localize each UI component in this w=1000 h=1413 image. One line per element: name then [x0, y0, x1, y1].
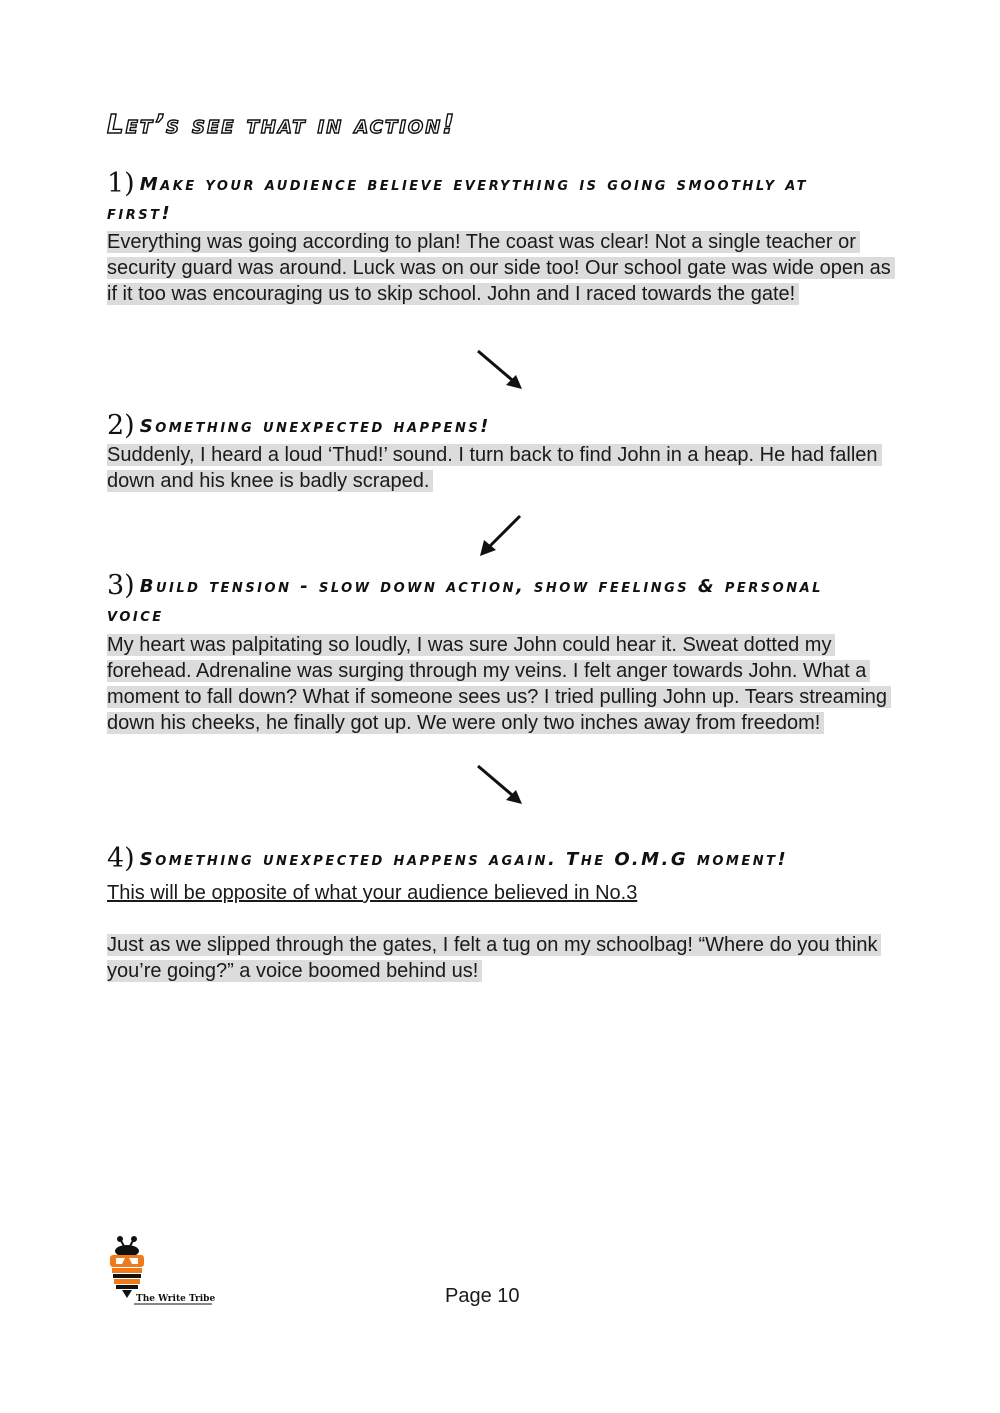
step-4-note: This will be opposite of what your audience believed in No.3	[107, 882, 638, 904]
step-1-text: Everything was going according to plan! The coast was clear! Not a single teacher or security guard was around. Luck was on our side too! Our school gate was wide open as if it too was encouraging us to skip school. John and I raced towards the gate!	[107, 231, 895, 305]
step-3-title: Build tension - slow down action, show feelings & personal voice	[107, 576, 823, 626]
step-1-heading	[107, 170, 867, 228]
arrow-down-left-icon	[474, 510, 530, 560]
step-4-heading	[107, 845, 867, 874]
step-2-heading	[107, 412, 867, 441]
step-3-text: My heart was palpitating so loudly, I was sure John could hear it. Sweat dotted my forehead. Adrenaline was surging through my veins. I felt anger towards John. What a moment to fall down? What if someone sees us? I tried pulling John up. Tears streaming down his cheeks, he finally got up. We were only two inches away from freedom!	[107, 634, 891, 734]
step-1-title: Make your audience believe everything is going smoothly at first!	[107, 174, 808, 224]
page-number: Page 10	[445, 1285, 520, 1307]
step-4-title: Something unexpected happens again. The O.M.G moment!	[139, 849, 789, 870]
step-1-number: 1)	[107, 168, 135, 199]
logo-text: The Write Tribe	[136, 1294, 216, 1304]
step-4-paragraph	[107, 932, 897, 984]
step-4-text: Just as we slipped through the gates, I felt a tug on my schoolbag! “Where do you think you’re going?” a voice boomed behind us!	[107, 934, 881, 982]
step-4-number: 4)	[107, 843, 135, 874]
arrow-down-right-icon	[470, 760, 530, 812]
arrow-down-right-icon	[470, 345, 530, 397]
step-3-heading	[107, 572, 867, 630]
step-2-number: 2)	[107, 410, 135, 441]
page-title: Let’s see that in action!	[107, 110, 457, 140]
step-1-paragraph	[107, 229, 897, 307]
step-2-title: Something unexpected happens!	[139, 416, 491, 437]
step-2-paragraph	[107, 442, 897, 494]
step-2-text: Suddenly, I heard a loud ‘Thud!’ sound. I turn back to find John in a heap. He had fallen down and his knee is badly scraped.	[107, 444, 882, 492]
write-tribe-logo	[104, 1233, 216, 1309]
step-3-number: 3)	[107, 570, 135, 601]
step-3-paragraph	[107, 632, 897, 736]
